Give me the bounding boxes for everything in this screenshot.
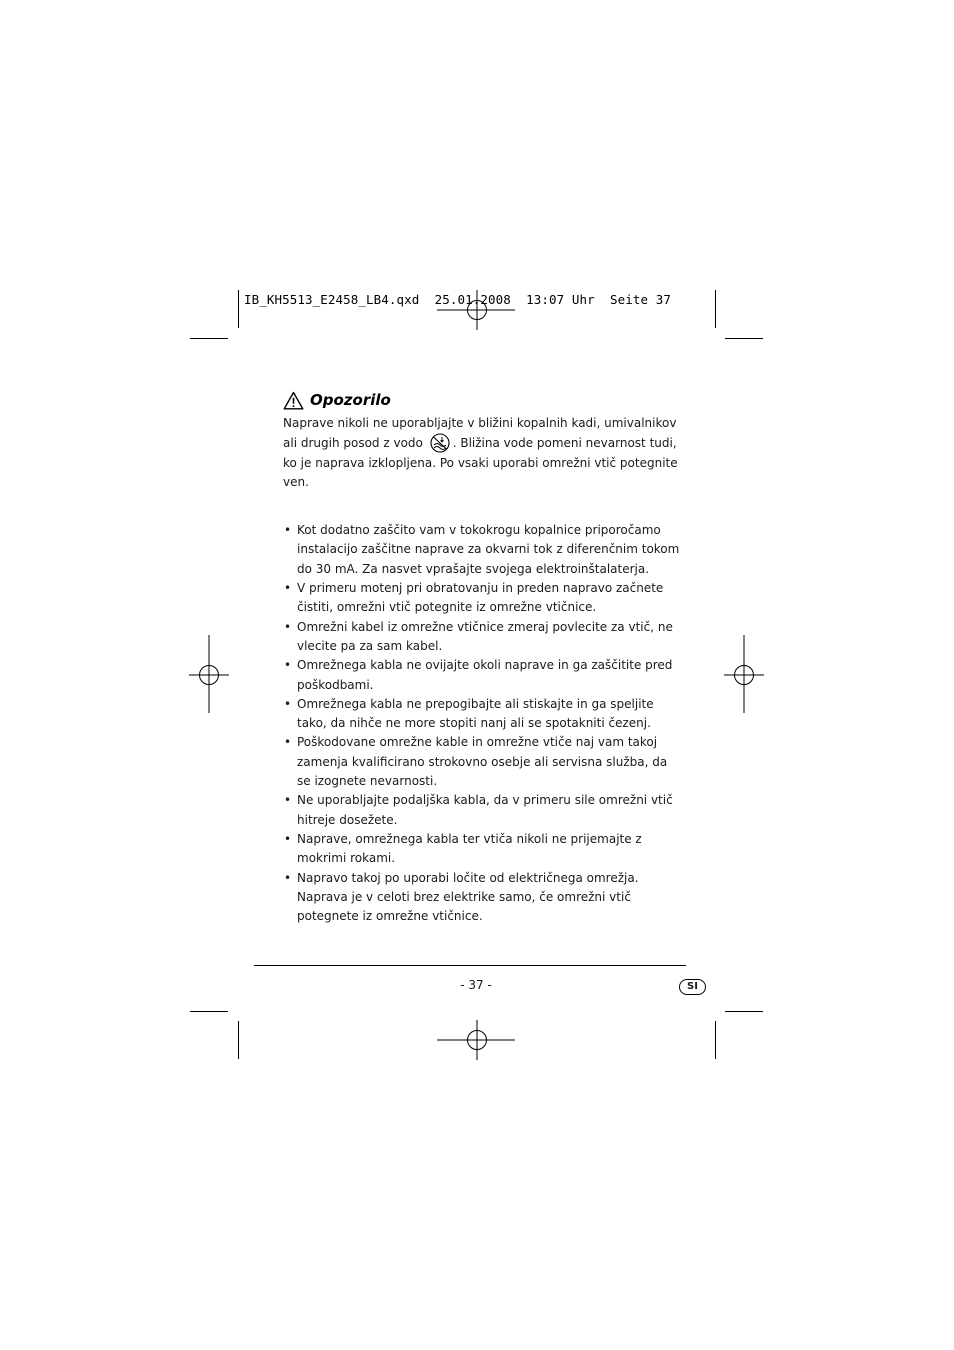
list-item: • V primeru motenj pri obratovanju in preden napravo začnete čistiti, omrežni vtič potegnite iz omrežne vtičnice. — [284, 581, 664, 615]
registration-mark-right-icon — [724, 635, 764, 715]
registration-mark-bottom-icon — [437, 1020, 517, 1060]
crop-mark-top-left-h — [190, 338, 228, 339]
safety-bullet-list — [283, 521, 683, 926]
warning-paragraph — [283, 414, 683, 492]
crop-mark-bottom-left-v — [238, 1021, 239, 1059]
no-water-icon — [429, 433, 451, 453]
list-item: • Ne uporabljajte podaljška kabla, da v primeru sile omrežni vtič hitreje dosežete. — [284, 793, 673, 827]
list-item: • Omrežnega kabla ne ovijajte okoli naprave in ga zaščitite pred poškodbami. — [284, 658, 673, 692]
warning-section — [283, 388, 683, 926]
crop-mark-bottom-right-h — [725, 1011, 763, 1012]
warning-text-part-1: Naprave nikoli ne uporabljajte v bližini kopalnih kadi, umivalnikov ali drugih posod z vodo — [283, 416, 677, 451]
warning-heading — [283, 388, 683, 412]
crop-mark-top-left-v — [238, 290, 239, 328]
list-item: • Omrežni kabel iz omrežne vtičnice zmeraj povlecite za vtič, ne vlecite pa za sam kabel. — [284, 619, 673, 653]
crop-mark-bottom-right-v — [715, 1021, 716, 1059]
print-slug-line: IB_KH5513_E2458_LB4.qxd 25.01.2008 13:07 Uhr Seite 37 — [244, 292, 672, 307]
list-item: • Omrežnega kabla ne prepogibajte ali stiskajte in ga speljite tako, da nihče ne more stopiti nanj ali se spotakniti čezenj. — [284, 696, 654, 731]
list-item: • Poškodovane omrežne kable in omrežne vtiče naj vam takoj zamenja kvalificirano strokovno osebje ali servisna služba, da se izognete nevarnosti. — [284, 735, 668, 789]
language-badge: SI — [679, 979, 706, 995]
list-item: • Naprave, omrežnega kabla ter vtiča nikoli ne prijemajte z mokrimi rokami. — [284, 831, 642, 866]
crop-mark-bottom-left-h — [190, 1011, 228, 1012]
list-item: • Napravo takoj po uporabi ločite od električnega omrežja. Naprava je v celoti brez elektrike samo, če omrežni vtič potegnete iz omrežne vtičnice. — [284, 870, 639, 924]
page-number: - 37 - — [460, 978, 492, 992]
footer-rule — [254, 965, 686, 966]
warning-text-part-2: . Bližina vode pomeni nevarnost tudi, ko je naprava izklopljena. Po vsaki uporabi omrežni vtič potegnite ven. — [283, 436, 678, 489]
warning-title: Opozorilo — [310, 391, 391, 409]
crop-mark-top-right-v — [715, 290, 716, 328]
crop-mark-top-right-h — [725, 338, 763, 339]
registration-mark-left-icon — [189, 635, 229, 715]
list-item: • Kot dodatno zaščito vam v tokokrogu kopalnice priporočamo instalacijo zaščitne naprave za okvarni tok z diferenčnim tokom do 30 mA. Za nasvet vprašajte svojega elektroinštalaterja. — [284, 523, 680, 576]
warning-triangle-icon — [283, 391, 304, 410]
